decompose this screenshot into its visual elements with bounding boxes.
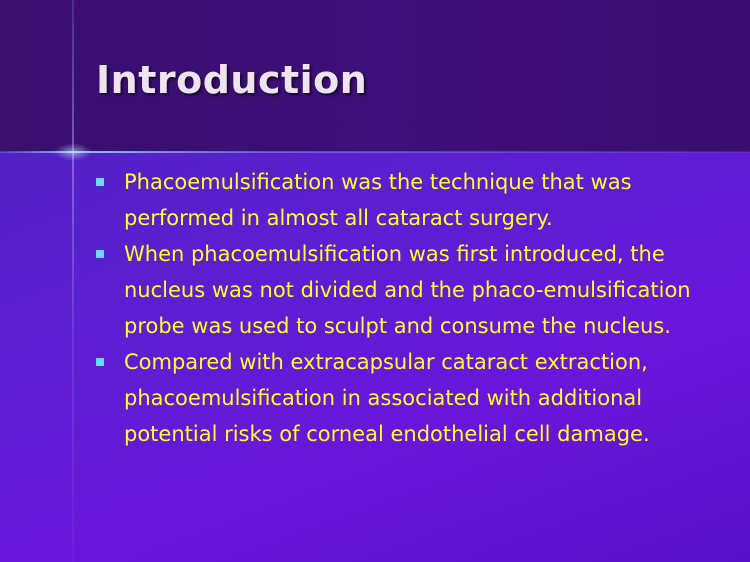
horizontal-accent-line	[0, 151, 750, 153]
bullet-item	[96, 344, 736, 452]
bullet-text: Phacoemulsification was the technique that was performed in almost all cataract surgery.	[124, 170, 632, 230]
bullet-text: When phacoemulsification was first introduced, the nucleus was not divided and the phaco-emulsification probe was used to sculpt and consume the nucleus.	[124, 242, 691, 338]
square-bullet-icon	[96, 250, 104, 258]
bullet-text: Compared with extracapsular cataract extraction, phacoemulsification in associated with additional potential risks of corneal endothelial cell damage.	[124, 350, 650, 446]
square-bullet-icon	[96, 358, 104, 366]
vertical-accent-line	[72, 0, 74, 562]
bullet-list	[96, 164, 736, 452]
bullet-item	[96, 236, 736, 344]
line-intersection-glint	[54, 143, 92, 161]
square-bullet-icon	[96, 178, 104, 186]
bullet-item	[96, 164, 736, 236]
slide-title: Introduction	[96, 58, 368, 102]
